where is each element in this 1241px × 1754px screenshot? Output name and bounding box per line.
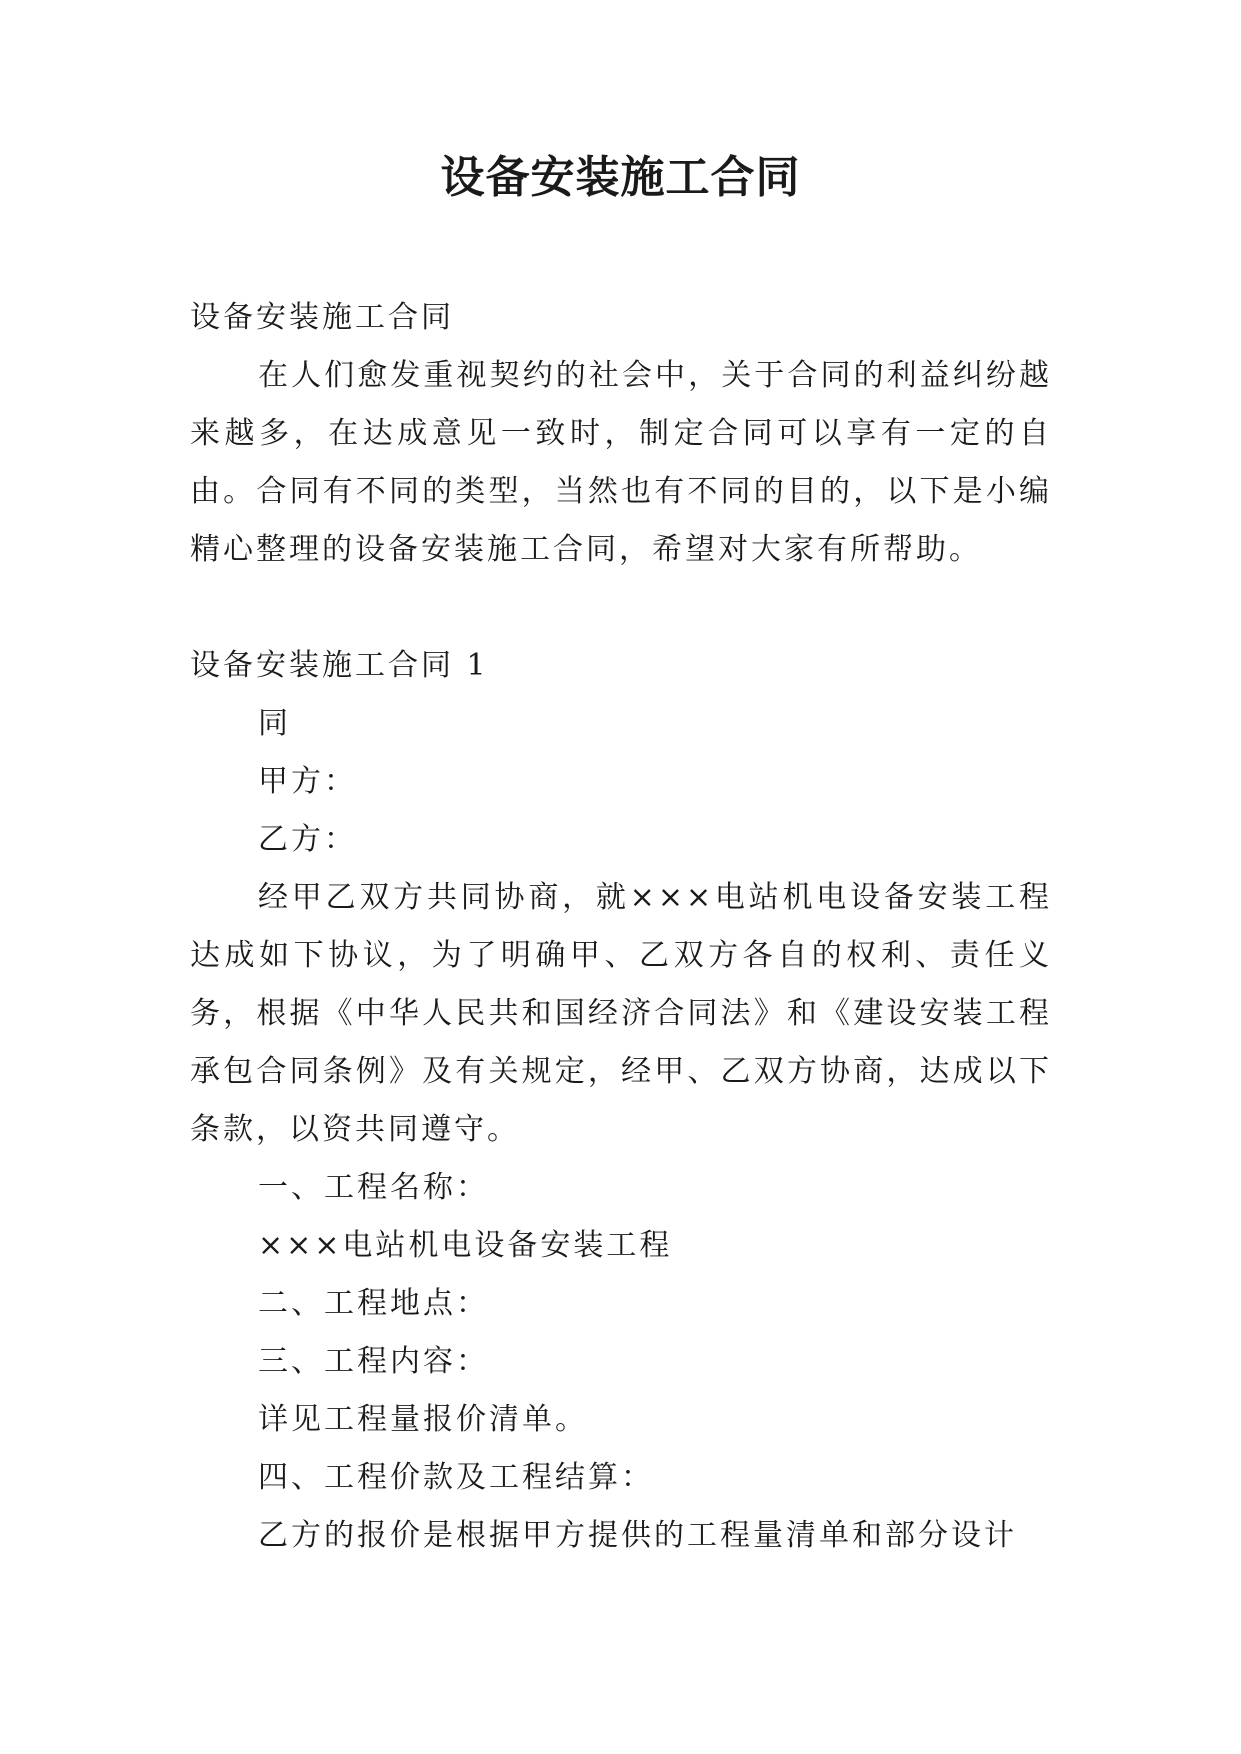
paragraph-agreement: 经甲乙双方共同协商，就×××电站机电设备安装工程达成如下协议，为了明确甲、乙双方各自的权利、责任义务，根据《中华人民共和国经济合同法》和《建设安装工程承包合同条例》及有关规定，经甲、乙双方协商，达成以下条款，以资共同遵守。 xyxy=(190,880,1052,1147)
paragraph-line: 同 xyxy=(258,706,291,741)
paragraph-clause-4-body: 乙方的报价是根据甲方提供的工程量清单和部分设计 xyxy=(258,1518,1017,1553)
paragraph-section-title: 设备安装施工合同 1 xyxy=(190,648,489,683)
paragraph-party-a: 甲方： xyxy=(258,764,357,799)
paragraph-clause-2-title: 二、工程地点： xyxy=(258,1286,489,1321)
paragraph-party-b: 乙方： xyxy=(258,822,357,857)
document-body xyxy=(190,289,1052,1565)
document-title: 设备安装施工合同 xyxy=(440,152,801,203)
paragraph-clause-4-title: 四、工程价款及工程结算： xyxy=(258,1460,654,1495)
paragraph-clause-1-body: ×××电站机电设备安装工程 xyxy=(258,1228,673,1263)
paragraph-clause-3-body: 详见工程量报价清单。 xyxy=(258,1402,588,1437)
paragraph-intro: 在人们愈发重视契约的社会中，关于合同的利益纠纷越来越多，在达成意见一致时，制定合同可以享有一定的自由。合同有不同的类型，当然也有不同的目的，以下是小编精心整理的设备安装施工合同，希望对大家有所帮助。 xyxy=(190,358,1052,567)
paragraph-heading: 设备安装施工合同 xyxy=(190,300,454,335)
paragraph-clause-3-title: 三、工程内容： xyxy=(258,1344,489,1379)
paragraph-clause-1-title: 一、工程名称： xyxy=(258,1170,489,1205)
